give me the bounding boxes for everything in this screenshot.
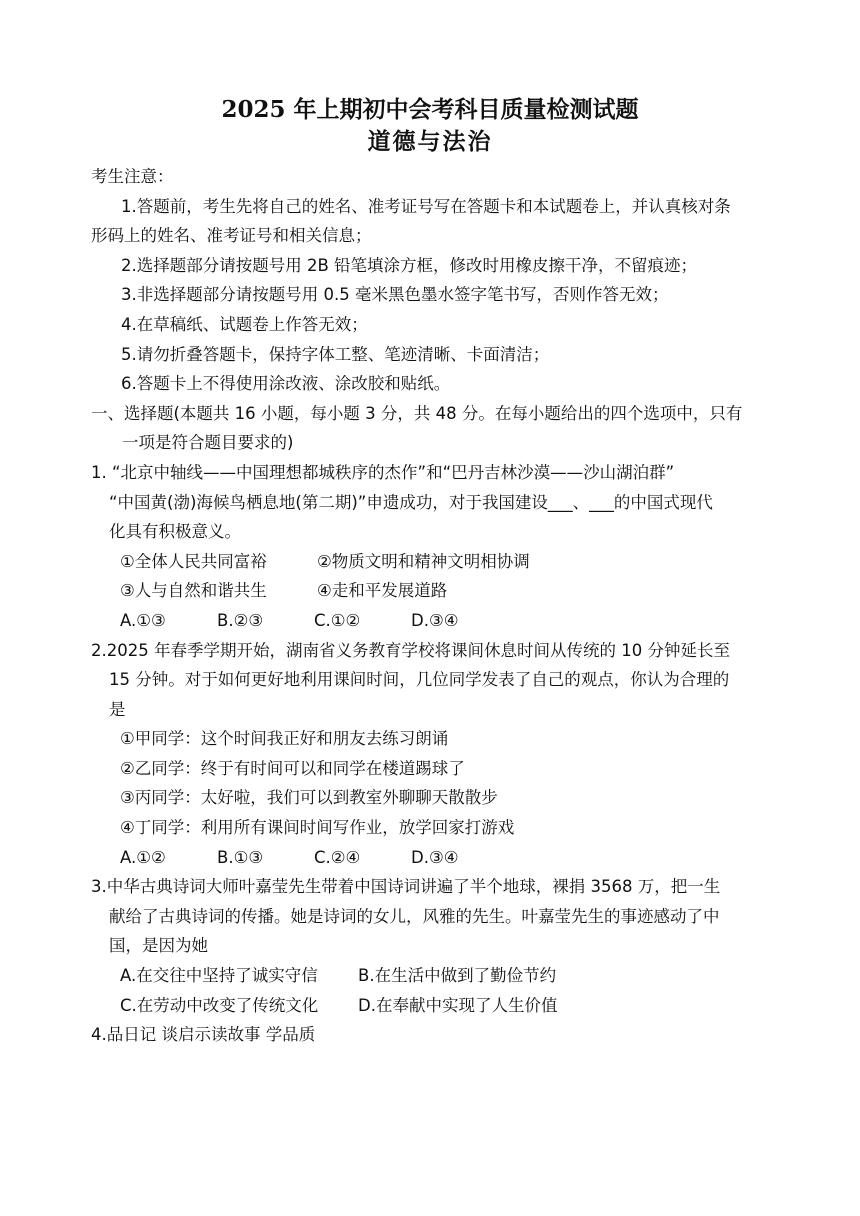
question-2-item-1: ①甲同学：这个时间我正好和朋友去练习朗诵 — [120, 729, 449, 749]
question-3-stem-cont2: 国，是因为她 — [109, 936, 208, 956]
notice-item-2: 2.选择题部分请按题号用 2B 铅笔填涂方框，修改时用橡皮擦干净，不留痕迹； — [121, 255, 698, 275]
notice-item-3: 3.非选择题部分请按题号用 0.5 毫米黑色墨水签字笔书写，否则作答无效； — [121, 285, 669, 305]
question-1-item-1: ①全体人民共同富裕 — [120, 551, 267, 571]
question-4-stem: 4.品日记 谈启示读故事 学品质 — [91, 1025, 316, 1045]
subject-title: 道德与法治 — [367, 128, 493, 155]
notice-heading: 考生注意： — [91, 167, 174, 186]
question-3-choice-c[interactable]: C.在劳动中改变了传统文化 — [120, 995, 319, 1015]
question-2-choice-b[interactable]: B.①③ — [217, 847, 264, 867]
question-1-item-3: ③人与自然和谐共生 — [120, 581, 267, 601]
question-2-stem-cont2: 是 — [109, 699, 126, 719]
question-3-stem-cont: 献给了古典诗词的传播。她是诗词的女儿，风雅的先生。叶嘉莹先生的事迹感动了中 — [109, 906, 720, 926]
notice-item-1: 1.答题前，考生先将自己的姓名、准考证号写在答题卡和本试题卷上，并认真核对条 — [121, 196, 731, 216]
question-1-stem: 1. “北京中轴线——中国理想都城秩序的杰作”和“巴丹吉林沙漠——沙山湖泊群” — [91, 462, 675, 482]
question-1-items-row-2 — [0, 576, 860, 606]
question-1-item-2: ②物质文明和精神文明相协调 — [317, 551, 530, 571]
question-1-items-row-1 — [0, 547, 860, 577]
question-1-item-4: ④走和平发展道路 — [317, 581, 448, 601]
question-3-choice-a[interactable]: A.在交往中坚持了诚实守信 — [120, 966, 318, 986]
question-1-choices — [0, 606, 860, 636]
question-1-choice-a[interactable]: A.①③ — [120, 610, 166, 630]
question-2-choice-a[interactable]: A.①② — [120, 847, 166, 867]
question-2-item-2: ②乙同学：终于有时间可以和同学在楼道踢球了 — [120, 758, 465, 778]
question-3-options-row-2 — [0, 991, 860, 1021]
question-2-choices — [0, 843, 860, 873]
question-3-choice-d[interactable]: D.在奉献中实现了人生价值 — [358, 995, 558, 1015]
question-2-stem: 2.2025 年春季学期开始，湖南省义务教育学校将课间休息时间从传统的 10 分钟延长至 — [91, 640, 730, 660]
question-1-stem-cont: “中国黄(渤)海候鸟栖息地(第二期)”申遗成功，对于我国建设___、___的中国式现代 — [109, 492, 713, 512]
notice-item-1-cont: 形码上的姓名、准考证号和相关信息； — [91, 226, 372, 246]
question-1-choice-c[interactable]: C.①② — [314, 610, 361, 630]
question-3-choice-b[interactable]: B.在生活中做到了勤俭节约 — [358, 966, 557, 986]
notice-item-5: 5.请勿折叠答题卡，保持字体工整、笔迹清晰、卡面清洁； — [121, 344, 550, 364]
exam-title: 2025 年上期初中会考科目质量检测试题 — [221, 96, 639, 123]
question-1-choice-b[interactable]: B.②③ — [217, 610, 264, 630]
question-3-options-row-1 — [0, 961, 860, 991]
notice-item-6: 6.答题卡上不得使用涂改液、涂改胶和贴纸。 — [121, 374, 451, 394]
question-2-item-3: ③丙同学：太好啦，我们可以到教室外聊聊天散散步 — [120, 788, 498, 808]
notice-item-4: 4.在草稿纸、试题卷上作答无效； — [121, 314, 368, 334]
question-2-item-4: ④丁同学：利用所有课间时间写作业，放学回家打游戏 — [120, 818, 515, 838]
question-1-stem-cont2: 化具有积极意义。 — [109, 522, 241, 542]
question-3-stem: 3.中华古典诗词大师叶嘉莹先生带着中国诗词讲遍了半个地球，裸捐 3568 万，把一生 — [91, 877, 721, 897]
question-2-stem-cont: 15 分钟。对于如何更好地利用课间时间，几位同学发表了自己的观点，你认为合理的 — [109, 670, 730, 690]
question-2-choice-c[interactable]: C.②④ — [314, 847, 361, 867]
question-1-choice-d[interactable]: D.③④ — [411, 610, 459, 630]
section-heading-cont: 一项是符合题目要求的) — [122, 433, 294, 453]
section-heading: 一、选择题(本题共 16 小题，每小题 3 分，共 48 分。在每小题给出的四个选项中，只有 — [91, 403, 743, 423]
question-2-choice-d[interactable]: D.③④ — [411, 847, 459, 867]
